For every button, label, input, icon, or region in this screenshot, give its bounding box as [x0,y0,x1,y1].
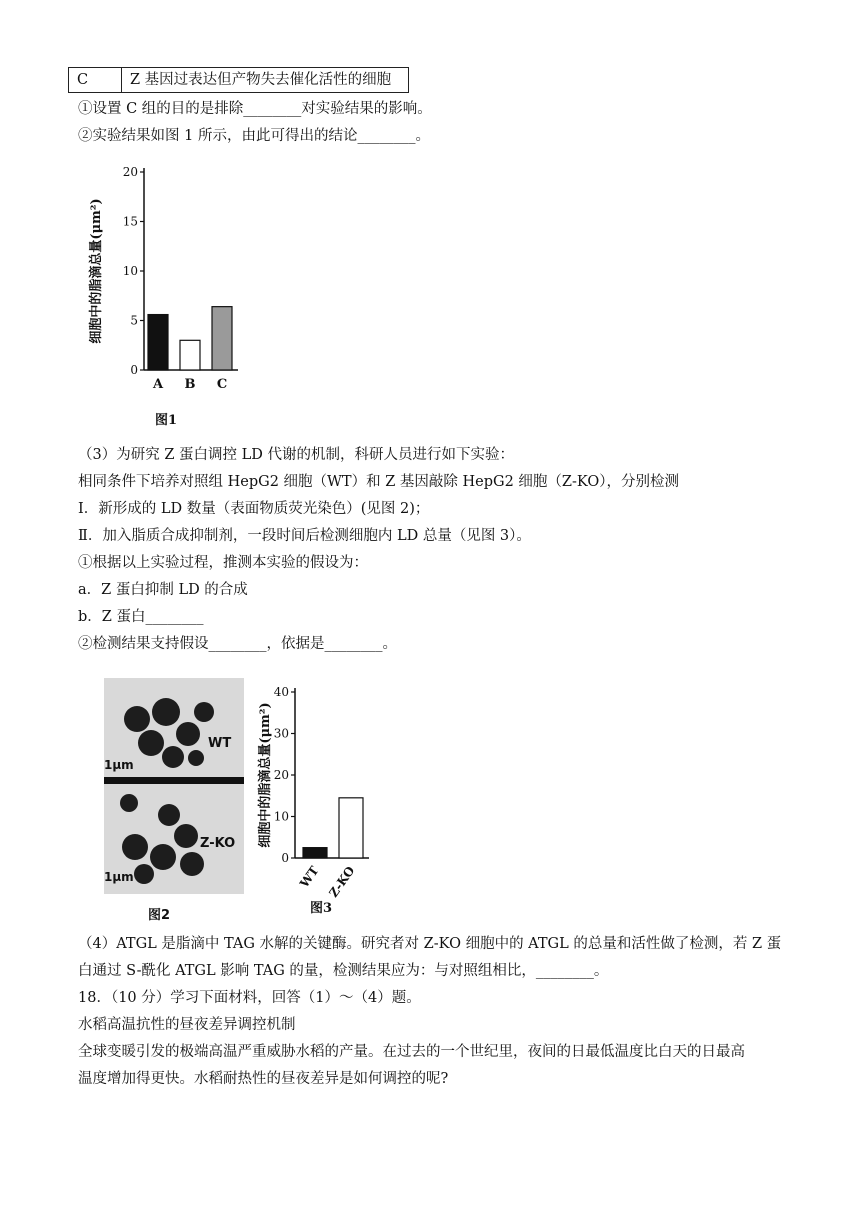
y-tick-label: 30 [273,726,289,741]
question-line-4: 相同条件下培养对照组 HepG2 细胞（WT）和 Z 基因敲除 HepG2 细胞（Z-KO），分别检测 [78,474,679,490]
y-axis-label: 细胞中的脂滴总量(μm²) [89,198,104,344]
x-category-label: WT [297,863,322,891]
figure-1-caption: 图1 [154,413,178,428]
figure-1-svg [80,160,260,430]
y-tick-label: 0 [281,851,289,865]
scale-bar-wt: 1μm [104,758,134,772]
x-category-label: Z-KO [326,863,358,900]
label-zko: Z-KO [200,836,236,851]
y-tick-label: 40 [273,685,289,699]
question-line-9: b．Z 蛋白________ [78,609,204,625]
bar-c [212,307,232,370]
question-line-11: （4）ATGL 是脂滴中 TAG 水解的关键酶。研究者对 Z-KO 细胞中的 ATGL 的总量和活性做了检测，若 Z 蛋 [78,936,782,952]
table-row-c [68,67,409,93]
figure-2-caption: 图2 [148,908,171,923]
y-tick-label: 10 [122,264,138,278]
y-tick-label: 0 [130,363,138,377]
question-line-6: Ⅱ．加入脂质合成抑制剂，一段时间后检测细胞内 LD 总量（见图 3）。 [78,528,531,544]
question-line-3: （3）为研究 Z 蛋白调控 LD 代谢的机制，科研人员进行如下实验： [78,447,514,463]
bar-a [148,315,168,370]
bar-z-ko [339,798,363,858]
question-line-5: I．新形成的 LD 数量（表面物质荧光染色）(见图 2)； [78,501,430,517]
table-cell-description: Z 基因过表达但产物失去催化活性的细胞 [130,72,392,88]
figure-2 [100,678,250,923]
x-category-label: A [152,377,164,392]
question-line-7: ①根据以上实验过程，推测本实验的假设为： [78,555,368,571]
paragraph-line-1: 全球变暖引发的极端高温严重威胁水稻的产量。在过去的一个世纪里，夜间的日最低温度比白天的日最高 [78,1044,745,1060]
figure-1-chart [80,160,260,430]
figure-3-caption: 图3 [309,901,333,916]
figure-3-chart [255,680,385,920]
figure-3-svg [255,680,385,920]
y-tick-label: 15 [122,214,138,229]
bar-b [180,340,200,370]
section-title: 水稻高温抗性的昼夜差异调控机制 [78,1017,296,1033]
question-line-10: ②检测结果支持假设________，依据是________。 [78,636,397,652]
paragraph-line-2: 温度增加得更快。水稻耐热性的昼夜差异是如何调控的呢? [78,1071,449,1087]
question-line-12: 白通过 S-酰化 ATGL 影响 TAG 的量，检测结果应为：与对照组相比，________。 [78,963,609,979]
x-category-label: B [184,377,196,392]
y-tick-label: 20 [122,165,138,179]
y-axis-label: 细胞中的脂滴总量(μm²) [258,702,273,848]
y-tick-label: 10 [273,809,289,824]
y-tick-label: 20 [273,768,289,782]
label-wt: WT [208,736,232,751]
question-line-13: 18．（10 分）学习下面材料，回答（1）～（4）题。 [78,990,421,1006]
table-cell-group: C [69,68,122,92]
question-line-2: ②实验结果如图 1 所示，由此可得出的结论________。 [78,128,430,144]
x-category-label: C [216,377,228,392]
question-line-8: a．Z 蛋白抑制 LD 的合成 [78,582,248,598]
question-line-1: ①设置 C 组的目的是排除________对实验结果的影响。 [78,101,432,117]
bar-wt [303,848,327,858]
y-tick-label: 5 [130,313,138,328]
scale-bar-zko: 1μm [104,870,134,884]
